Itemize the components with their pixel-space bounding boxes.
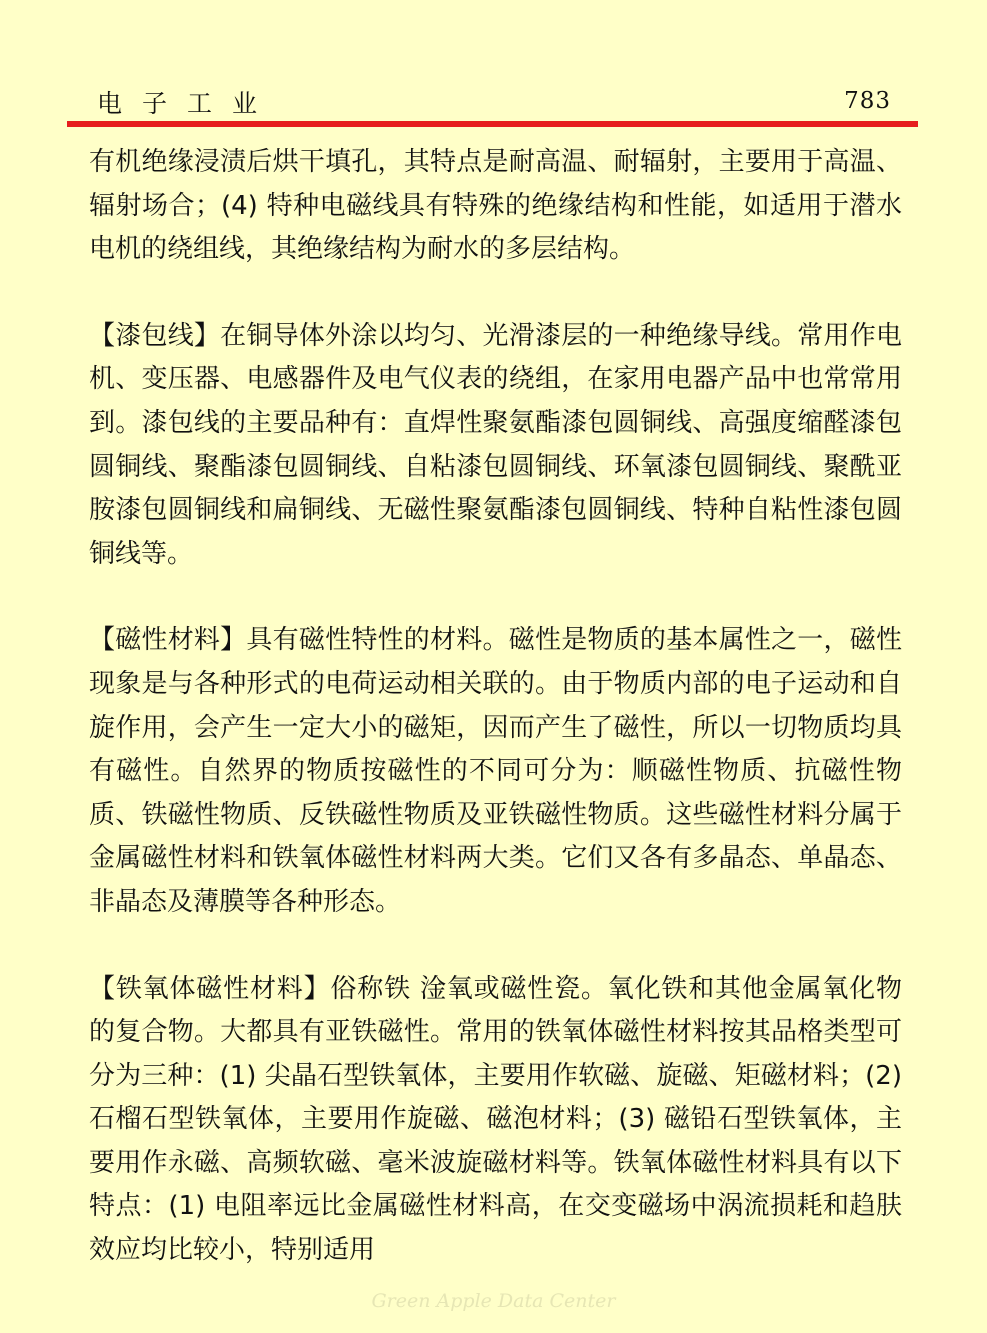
entry-ferrite-materials — [89, 968, 902, 1273]
page-body — [89, 141, 902, 1316]
entry-term: 【铁氧体磁性材料】 — [89, 973, 331, 1004]
running-header-title: 电子工业 — [97, 89, 278, 118]
footer-watermark: Green Apple Data Center — [371, 1290, 616, 1312]
page-number: 783 — [844, 88, 891, 114]
header-divider — [67, 121, 918, 127]
entry-term: 【漆包线】 — [89, 320, 221, 351]
paragraph-continuation — [89, 141, 902, 272]
entry-text: 具有磁性特性的材料。磁性是物质的基本属性之一，磁性现象是与各种形式的电荷运动相关联的。由于物质内部的电子运动和自旋作用，会产生一定大小的磁矩，因而产生了磁性，所以一切物质均具有磁性。自然界的物质按磁性的不同可分为：顺磁性物质、抗磁性物质、铁磁性物质、反铁磁性物质及亚铁磁性物质。这些磁性材料分属于金属磁性材料和铁氧体磁性材料两大类。它们又各有多晶态、单晶态、非晶态及薄膜等各种形态。 — [89, 625, 902, 917]
entry-text: 俗称铁 淦氧或磁性瓷。氧化铁和其他金属氧化物的复合物。大都具有亚铁磁性。常用的铁氧体磁性材料按其品格类型可分为三种：(1) 尖晶石型铁氧体，主要用作软磁、旋磁、矩磁材料；(2) 石榴石型铁氧体，主要用作旋磁、磁泡材料；(3) 磁铅石型铁氧体，主要用作永磁、高频软磁、毫米波旋磁材料等。铁氧体磁性材料具有以下特点：(1) 电阻率远比金属磁性材料高，在交变磁场中涡流损耗和趋肤效应均比较小，特别适用 — [89, 973, 902, 1266]
entry-enameled-wire — [89, 315, 902, 577]
entry-text: 在铜导体外涂以均匀、光滑漆层的一种绝缘导线。常用作电机、变压器、电感器件及电气仪表的绕组，在家用电器产品中也常常用到。漆包线的主要品种有：直焊性聚氨酯漆包圆铜线、高强度缩醛漆包圆铜线、聚酯漆包圆铜线、自粘漆包圆铜线、环氧漆包圆铜线、聚酰亚胺漆包圆铜线和扁铜线、无磁性聚氨酯漆包圆铜线、特种自粘性漆包圆铜线等。 — [89, 320, 902, 569]
entry-text: 有机绝缘浸渍后烘干填孔，其特点是耐高温、耐辐射，主要用于高温、辐射场合；(4) 特种电磁线具有特殊的绝缘结构和性能，如适用于潜水电机的绕组线，其绝缘结构为耐水的多层结构。 — [89, 147, 902, 265]
entry-magnetic-materials — [89, 619, 902, 924]
entry-term: 【磁性材料】 — [89, 625, 247, 656]
